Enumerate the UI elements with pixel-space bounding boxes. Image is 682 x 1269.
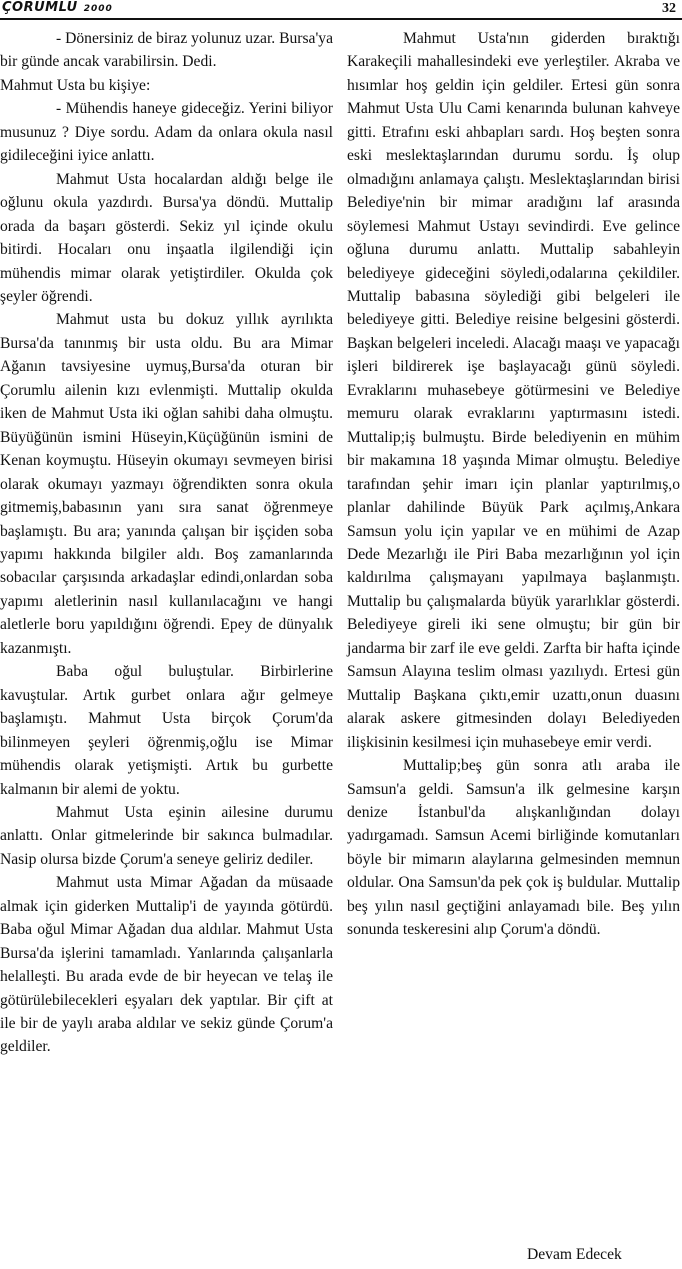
masthead-year: 2000 [83,4,113,14]
paragraph: Mahmut usta bu dokuz yıllık ayrılıkta Bursa'da tanınmış bir usta oldu. Bu ara Mimar Ağanın tavsiyesine uymuş,Bursa'da oturan bir Çorumlu ailenin kızı evlenmişti. Muttalip okulda iken de Mahmut Usta iki oğlan sahibi daha olmuştu. Büyüğünün ismini Hüseyin,Küçüğünün ismini de Kenan koymuştu. Hüseyin okumayı sevmeyen birisi olarak okumayı yazmayı öğrendikten sonra okula gitmemiş,babasının yanı sıra sanat öğrenmeye başlamıştı. Bu ara; yanında çalışan bir işçiden soba yapımı hakkında bilgiler aldı. Boş zamanlarında sobacılar çarşısında arkadaşlar edindi,onlardan soba yapımı aletlerinin nasıl kullanılacağını ve hangi aletlerle boru yapıldığını öğrendi. Epey de dünyalık kazanmıştı. [0,311,333,657]
paragraph: Muttalip;beş gün sonra atlı araba ile Samsun'a geldi. Samsun'a ilk gelmesine karşın denize İstanbul'da alışkanlığından dolayı yadırgamadı. Samsun Acemi birliğinde komutanları böyle bir mimarın alaylarına gelmesinden memnun oldular. Ona Samsun'da pek çok iş buldular. Muttalip beş yılın nasıl geçtiğini anlayamadı bile. Beş yılın sonunda teskeresini alıp Çorum'a döndü. [347,757,680,939]
paragraph: Mahmut Usta eşinin ailesine durumu anlattı. Onlar gitmelerinde bir sakınca bulmadılar. Nasip olursa bizde Çorum'a seneye geliriz dediler. [0,803,333,868]
page-number: 32 [662,1,676,16]
paragraph: Mahmut Usta'nın giderden bıraktığı Karakeçili mahallesindeki eve yerleştiler. Akraba ve hısımlar hoş geldin için geldiler. Ertesi gün sonra Mahmut Usta Ulu Cami kenarında bulunan kahveye gitti. Etrafını eski ahbapları sardı. Hoş beşten sonra eski meslektaşlarından durumu sordu. İş olup olmadığını anlamaya çalıştı. Meslektaşlarından birisi Belediye'nin bir mimar aradığını laf arasında söylemesi Mahmut Ustayı sevindirdi. Eve gelince oğluna durumu anlattı. Muttalip sabahleyin belediyeye gideceğini söyledi,odalarına çekildiler. Muttalip babasına söylediği gibi belgeleri ile belediyeye gitti. Belediye reisine belgesini gösterdi. Başkan belgeleri inceledi. Alacağı maaşı ve yapacağı işleri bildirerek işe başlayacağı günü söyledi. Evraklarını muhasebeye götürmesini ve Belediye memuru olarak evraklarını yaptırmasını istedi. Muttalip;iş bulmuştu. Birde belediyenin en mühim bir makamına 18 yaşında Mimar olmuştu. Belediye tarafından şehir imarı için planlar yaptırılmış,o planlar dahilinde Büyük Park açılmış,Ankara Samsun yolu için yapılar ve en mühimi de Azap Dede Mezarlığı ile Piri Baba mezarlığının yol için kaldırılma çalışmayanı yapılmaya başlanmıştı. Muttalip bu çalışmalarda büyük yararlıklar gösterdi. Belediyeye gireli iki sene olmuştu; bir gün bir jandarma bir zarf ile eve geldi. Zarfta bir hafta içinde Samsun Alayına teslim olması yazılıydı. Ertesi gün Muttalip Başkana çıktı,emir uzattı,onun duasını alarak askere gitmesinden dolayı Belediyeden ilişkisinin kesilmesi için muhasebeye emir verdi. [347,30,680,751]
paragraph: Mahmut Usta bu kişiye: [0,76,151,94]
paragraph: - Mühendis haneye gideceğiz. Yerini biliyor musunuz ? Diye sordu. Adam da onlara okula nasıl gidileceğini iyice anlattı. [0,100,333,165]
masthead-title: ÇORUMLU [2,0,78,15]
paragraph: - Dönersiniz de biraz yolunuz uzar. Bursa'ya bir günde ancak varabilirsin. Dedi. [0,30,333,71]
right-column [347,27,680,942]
continued-note: Devam Edecek [527,1246,622,1263]
paragraph: Mahmut usta Mimar Ağadan da müsaade almak için giderken Muttalip'i de yayında götürdü. Baba oğul Mimar Ağadan dua aldılar. Mahmut Usta Bursa'da işlerini tamamladı. Yanlarında çalışanlarla helalleşti. Bu arada evde de bir heyecan ve telaş ile götürülebilecekleri eşyaları dek yaptılar. Bir çift at ile bir de yaylı araba aldılar ve sekiz günde Çorum'a geldiler. [0,874,333,1056]
header-rule [0,18,682,20]
page-header [0,0,682,20]
paragraph: Mahmut Usta hocalardan aldığı belge ile oğlunu okula yazdırdı. Bursa'ya döndü. Muttalip orada da başarı gösterdi. Sekiz yıl içinde okulu bitirdi. Hocaları onu inşaatla ilgilendiği için mühendis mimar olarak yetiştirdiler. Okulda çok şeyler öğrendi. [0,170,333,305]
left-column [0,27,333,1059]
paragraph: Baba oğul buluştular. Birbirlerine kavuştular. Artık gurbet onlara ağır gelmeye başlamıştı. Mahmut Usta birçok Çorum'da bilinmeyen şeyleri öğrenmiş,oğlu ise Mimar mühendis olarak yetişmişti. Artık bu gurbette kalmanın bir alemi de yoktu. [0,663,333,798]
masthead [2,0,113,15]
